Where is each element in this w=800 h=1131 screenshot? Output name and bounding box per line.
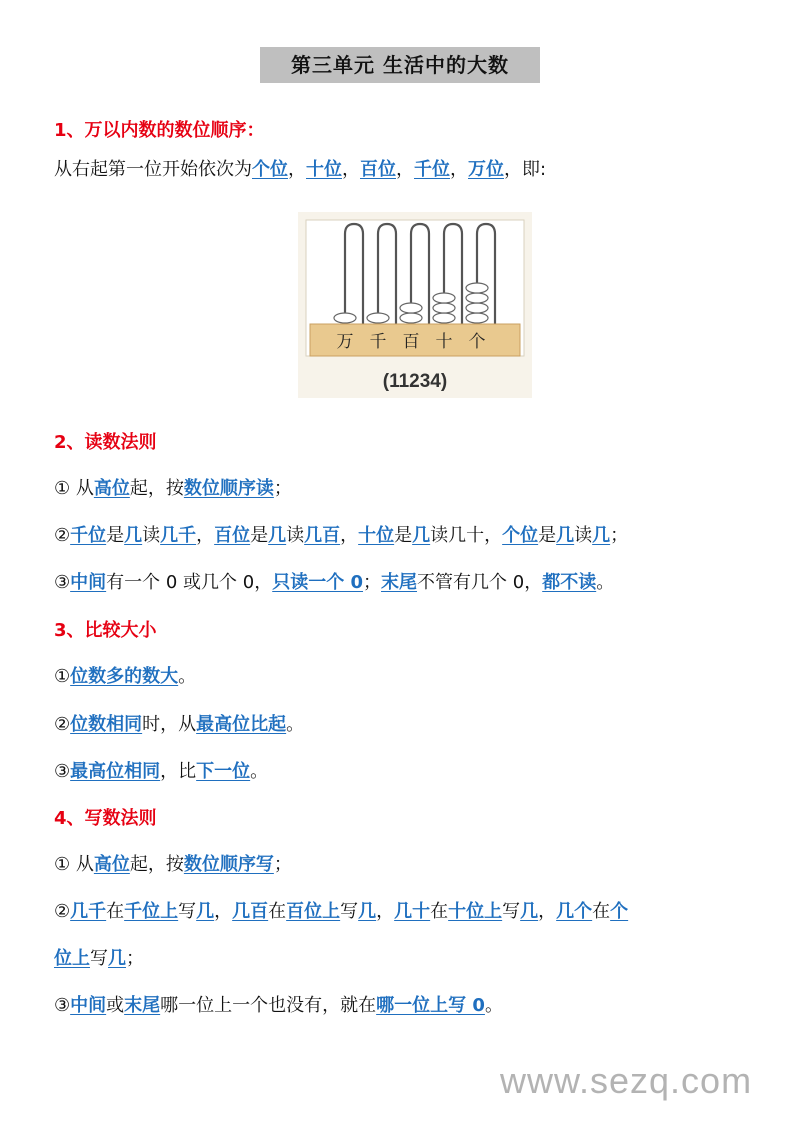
rule-text: ， (196, 525, 215, 546)
separator: ， (450, 159, 468, 180)
rule-text: 不管有几个 0， (417, 572, 543, 593)
abacus-place-label: 百 (402, 332, 420, 352)
rule-keyword: 几 (358, 901, 377, 922)
place-order-prefix: 从右起第一位开始依次为 (54, 159, 252, 180)
rule-keyword: 几百 (304, 525, 341, 546)
separator: ， (342, 159, 360, 180)
compare-rule-1 (54, 662, 196, 688)
rule-text: 在 (268, 901, 287, 922)
abacus-illustration (298, 212, 532, 398)
abacus-bead (367, 313, 389, 323)
rule-keyword: 几 (592, 525, 611, 546)
rule-keyword: 千位上 (124, 901, 179, 922)
rule-keyword: 百位 (214, 525, 251, 546)
abacus-bead (334, 313, 356, 323)
rule-text: 是 (250, 525, 269, 546)
rule-keyword: 十位上 (448, 901, 503, 922)
abacus-bead (400, 313, 422, 323)
rule-keyword: 中间 (70, 995, 107, 1016)
rule-keyword: 最高位相同 (70, 761, 161, 782)
rule-keyword: 位数相同 (70, 714, 143, 735)
abacus-place-label: 千 (369, 332, 387, 352)
rule-text: 读 (286, 525, 305, 546)
rule-text: ① (54, 666, 71, 687)
rule-keyword: 数位顺序读 (183, 478, 274, 499)
rule-text: ， (376, 901, 395, 922)
rule-text: 写 (502, 901, 521, 922)
rule-text: 写 (340, 901, 359, 922)
abacus-bead (400, 303, 422, 313)
rule-text: 在 (430, 901, 449, 922)
rule-keyword: 中间 (70, 572, 107, 593)
rule-text: 起，按 (129, 854, 184, 875)
rule-text: ， (340, 525, 359, 546)
rule-keyword: 位上 (54, 948, 90, 969)
rule-text: 是 (394, 525, 413, 546)
rule-text: ； (273, 478, 292, 499)
rule-text: ； (273, 854, 292, 875)
rule-text: 。 (484, 995, 503, 1016)
writing-rule-2-continued (54, 944, 144, 970)
abacus-bead (433, 313, 455, 323)
rule-text: 写 (90, 948, 108, 969)
rule-keyword: 几 (196, 901, 215, 922)
section-1-heading: 1、万以内数的数位顺序： (54, 120, 265, 141)
circle-number: ① (54, 478, 71, 499)
rule-keyword: 最高位比起 (196, 714, 287, 735)
abacus-place-label: 个 (468, 332, 486, 352)
rule-text: 从 (70, 478, 94, 499)
rule-text: ③ (54, 761, 71, 782)
compare-rule-3 (54, 757, 268, 783)
rule-keyword: 位数多的数大 (70, 666, 179, 687)
place-order-line (54, 155, 546, 181)
rule-text: 读 (142, 525, 161, 546)
rule-text: ，比 (160, 761, 197, 782)
place-tens: 十位 (306, 159, 342, 180)
rule-keyword: 末尾 (124, 995, 161, 1016)
place-ones: 个位 (252, 159, 288, 180)
abacus-bead (433, 303, 455, 313)
rule-text: ； (126, 948, 144, 969)
rule-text: 时，从 (142, 714, 197, 735)
rule-text: 。 (286, 714, 305, 735)
rule-keyword: 哪一位上写 0 (376, 995, 485, 1016)
rule-keyword: 个 (610, 901, 629, 922)
separator: ， (396, 159, 414, 180)
rule-text: ② (54, 714, 71, 735)
abacus-bead (433, 293, 455, 303)
watermark: www.sezq.com (500, 1060, 753, 1101)
rule-keyword: 个位 (502, 525, 539, 546)
separator: ， (288, 159, 306, 180)
rule-keyword: 几 (124, 525, 143, 546)
rule-keyword: 几 (520, 901, 539, 922)
rule-text: ① 从 (54, 854, 94, 875)
abacus-bead (466, 313, 488, 323)
reading-rule-3 (54, 568, 614, 594)
section-2-heading: 2、读数法则 (54, 432, 157, 453)
abacus-place-label: 万 (336, 332, 354, 352)
rule-text: 读几十， (430, 525, 503, 546)
rule-text: 有一个 0 或几个 0， (106, 572, 273, 593)
rule-keyword: 几 (556, 525, 575, 546)
rule-text: ③ (54, 995, 71, 1016)
rule-keyword: 都不读 (542, 572, 597, 593)
rule-text: 在 (106, 901, 125, 922)
rule-text: 读 (574, 525, 593, 546)
rule-keyword: 几 (268, 525, 287, 546)
rule-keyword: 高位 (93, 854, 130, 875)
rule-text: 哪一位上一个也没有，就在 (160, 995, 377, 1016)
rule-text: ， (214, 901, 233, 922)
rule-keyword: 十位 (358, 525, 395, 546)
rule-text: 或 (106, 995, 125, 1016)
rule-text: ； (363, 572, 382, 593)
rule-text: 。 (250, 761, 269, 782)
rule-text: 是 (106, 525, 125, 546)
writing-rule-1 (54, 850, 292, 876)
rule-text: ② (54, 901, 71, 922)
abacus-bead (466, 303, 488, 313)
place-order-suffix: ，即: (504, 159, 547, 180)
abacus-place-label: 十 (435, 332, 453, 352)
rule-keyword: 末尾 (381, 572, 418, 593)
rule-keyword: 只读一个 0 (272, 572, 364, 593)
rule-keyword: 几 (412, 525, 431, 546)
abacus-bead (466, 293, 488, 303)
rule-text: ； (610, 525, 629, 546)
rule-text: ② (54, 525, 71, 546)
rule-keyword: 几 (108, 948, 126, 969)
place-ten-thousands: 万位 (468, 159, 504, 180)
rule-text: ③ (54, 572, 71, 593)
compare-rule-2 (54, 710, 304, 736)
rule-keyword: 几千 (70, 901, 107, 922)
rule-keyword: 下一位 (196, 761, 251, 782)
rule-text: 起，按 (129, 478, 184, 499)
reading-rule-2 (54, 521, 628, 547)
rule-keyword: 百位上 (286, 901, 341, 922)
rule-text: 写 (178, 901, 197, 922)
place-hundreds: 百位 (360, 159, 396, 180)
rule-keyword: 几十 (394, 901, 431, 922)
rule-text: ， (538, 901, 557, 922)
writing-rule-3 (54, 991, 503, 1017)
rule-keyword: 几千 (160, 525, 197, 546)
section-3-heading: 3、比较大小 (54, 620, 157, 641)
rule-keyword: 几百 (232, 901, 269, 922)
rule-text: 是 (538, 525, 557, 546)
abacus-bead (466, 283, 488, 293)
rule-keyword: 几个 (556, 901, 593, 922)
page-title: 第三单元 生活中的大数 (260, 47, 540, 83)
rule-text: 在 (592, 901, 611, 922)
reading-rule-1 (54, 474, 292, 500)
abacus-number-label: (11234) (382, 371, 448, 392)
rule-keyword: 千位 (70, 525, 107, 546)
rule-text: 。 (596, 572, 615, 593)
rule-keyword: 高位 (93, 478, 130, 499)
section-4-heading: 4、写数法则 (54, 808, 157, 829)
rule-keyword: 数位顺序写 (183, 854, 274, 875)
place-thousands: 千位 (414, 159, 450, 180)
writing-rule-2 (54, 897, 628, 923)
rule-text: 。 (178, 666, 197, 687)
